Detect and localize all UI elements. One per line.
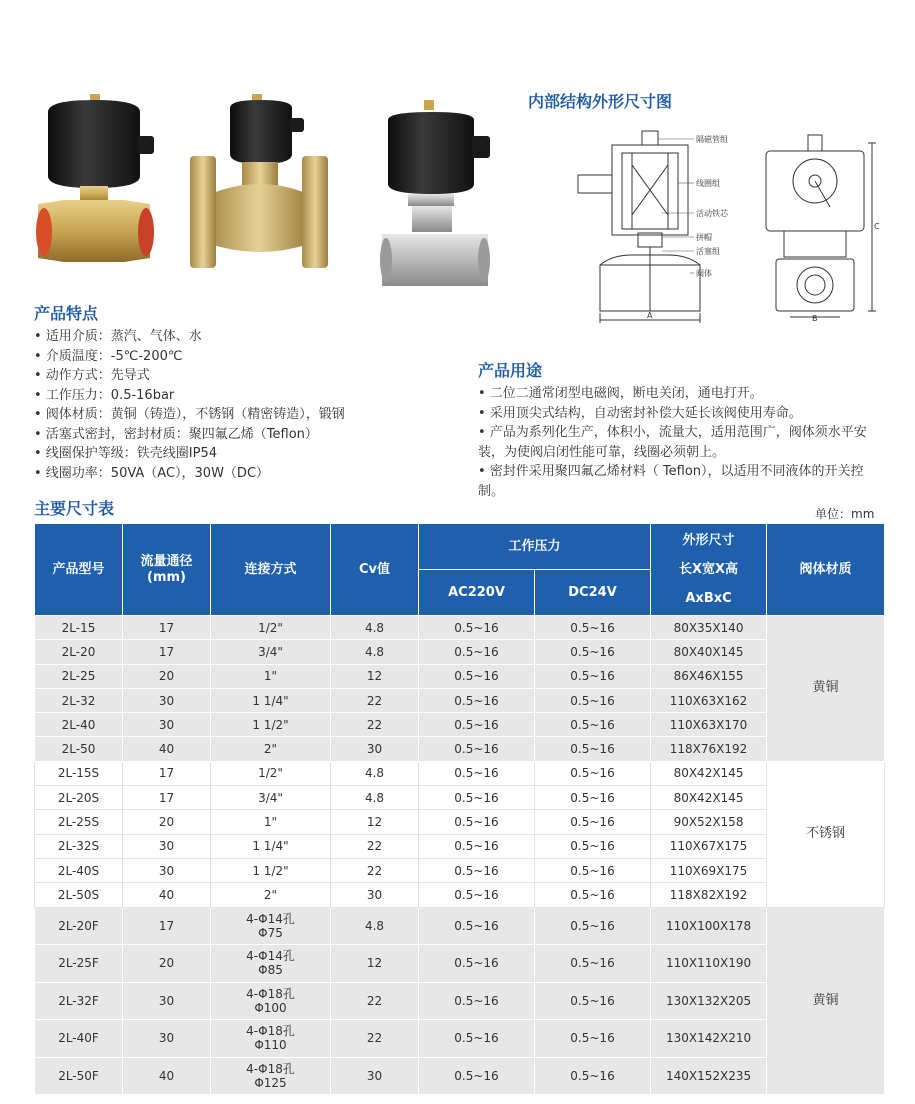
cell-flow: 17 <box>123 907 211 945</box>
cell-dimensions: 90X52X158 <box>651 810 767 834</box>
cell-cv: 12 <box>331 664 419 688</box>
cell-cv: 4.8 <box>331 640 419 664</box>
cell-connection-pcd: Φ85 <box>258 963 283 978</box>
cell-connection: 1 1/2" <box>211 713 331 737</box>
cell-dc: 0.5~16 <box>535 1057 651 1095</box>
brass-valve-photo <box>34 92 162 270</box>
cell-connection <box>211 1020 331 1058</box>
cell-dc: 0.5~16 <box>535 713 651 737</box>
cell-cv: 22 <box>331 1020 419 1058</box>
cell-connection-holes: 4-Φ14孔 <box>246 949 295 964</box>
cell-dimensions: 80X40X145 <box>651 640 767 664</box>
cell-dimensions: 130X142X210 <box>651 1020 767 1058</box>
cell-ac: 0.5~16 <box>419 713 535 737</box>
cell-connection: 1 1/2" <box>211 858 331 882</box>
feature-item: • 工作压力：0.5-16bar <box>34 387 175 403</box>
table-row <box>35 982 885 1020</box>
usage-item: • 密封件采用聚四氟乙烯材料（ Teflon），以适用不同液体的开关控制。 <box>478 464 864 499</box>
cell-ac: 0.5~16 <box>419 761 535 785</box>
usage-item: • 二位二通常闭型电磁阀，断电关闭，通电打开。 <box>478 386 763 401</box>
cell-dc: 0.5~16 <box>535 945 651 983</box>
header-dim-line1: 外形尺寸 <box>682 533 735 548</box>
table-row <box>35 1020 885 1058</box>
header-cv: Cv值 <box>331 524 419 616</box>
cell-connection: 1" <box>211 810 331 834</box>
header-dc: DC24V <box>535 570 651 616</box>
usage-item: • 产品为系列化生产，体积小，流量大，适用范围广，阀体须水平安装，为使阀启闭性能可靠，线圈必须朝上。 <box>478 425 867 460</box>
cell-flow: 20 <box>123 810 211 834</box>
cell-dimensions: 110X110X190 <box>651 945 767 983</box>
cell-connection <box>211 1057 331 1095</box>
header-pressure: 工作压力 <box>419 524 651 570</box>
features-title: 产品特点 <box>34 304 99 323</box>
table-row <box>35 1057 885 1095</box>
cell-connection: 1/2" <box>211 761 331 785</box>
cell-material: 不锈钢 <box>767 761 885 907</box>
cell-dc: 0.5~16 <box>535 858 651 882</box>
table-row <box>35 945 885 983</box>
cell-dc: 0.5~16 <box>535 664 651 688</box>
table-row <box>35 664 885 688</box>
cell-ac: 0.5~16 <box>419 945 535 983</box>
cell-connection: 1 1/4" <box>211 834 331 858</box>
cell-model: 2L-50 <box>35 737 123 761</box>
cell-ac: 0.5~16 <box>419 688 535 712</box>
cell-dimensions: 118X82X192 <box>651 883 767 907</box>
cell-dimensions: 86X46X155 <box>651 664 767 688</box>
cell-flow: 30 <box>123 1020 211 1058</box>
cell-model: 2L-32S <box>35 834 123 858</box>
label-coil: 线圈组 <box>696 179 720 188</box>
cell-connection-holes: 4-Φ18孔 <box>246 986 295 1001</box>
cell-dc: 0.5~16 <box>535 616 651 640</box>
cell-model: 2L-15S <box>35 761 123 785</box>
cell-ac: 0.5~16 <box>419 810 535 834</box>
cell-model: 2L-25S <box>35 810 123 834</box>
cell-dc: 0.5~16 <box>535 786 651 810</box>
cell-dimensions: 118X76X192 <box>651 737 767 761</box>
cell-model: 2L-40F <box>35 1020 123 1058</box>
cell-flow: 17 <box>123 786 211 810</box>
section-view <box>578 131 700 323</box>
spec-table <box>34 523 885 1095</box>
cell-flow: 17 <box>123 616 211 640</box>
cell-model: 2L-25F <box>35 945 123 983</box>
table-row <box>35 810 885 834</box>
cell-dc: 0.5~16 <box>535 834 651 858</box>
cell-cv: 22 <box>331 858 419 882</box>
cell-flow: 40 <box>123 883 211 907</box>
cell-flow: 17 <box>123 640 211 664</box>
table-row <box>35 640 885 664</box>
dim-a-label: A <box>647 311 653 320</box>
table-row <box>35 907 885 945</box>
cell-cv: 22 <box>331 713 419 737</box>
cell-cv: 22 <box>331 982 419 1020</box>
structure-diagram <box>572 125 882 325</box>
cell-model: 2L-32F <box>35 982 123 1020</box>
cell-cv: 12 <box>331 810 419 834</box>
cell-model: 2L-50F <box>35 1057 123 1095</box>
cell-flow: 40 <box>123 737 211 761</box>
cell-dimensions: 110X67X175 <box>651 834 767 858</box>
cell-dc: 0.5~16 <box>535 640 651 664</box>
cell-flow: 30 <box>123 834 211 858</box>
cell-connection: 1 1/4" <box>211 688 331 712</box>
label-piston: 活塞组 <box>696 247 720 256</box>
cell-connection-pcd: Φ75 <box>258 925 283 940</box>
table-row <box>35 883 885 907</box>
feature-item: • 适用介质：蒸汽、气体、水 <box>34 329 202 344</box>
cell-ac: 0.5~16 <box>419 982 535 1020</box>
cell-dc: 0.5~16 <box>535 737 651 761</box>
table-row <box>35 761 885 785</box>
table-row <box>35 858 885 882</box>
header-dimensions <box>651 524 767 616</box>
cell-ac: 0.5~16 <box>419 737 535 761</box>
cell-connection-holes: 4-Φ18孔 <box>246 1024 295 1039</box>
unit-label: 单位：mm <box>815 507 875 521</box>
cell-dimensions: 110X63X170 <box>651 713 767 737</box>
header-dim-line3: AxBxC <box>685 591 732 606</box>
cell-ac: 0.5~16 <box>419 1020 535 1058</box>
cell-model: 2L-25 <box>35 664 123 688</box>
cell-material: 黄铜 <box>767 907 885 1095</box>
header-flow-label: 流量通径 <box>140 553 193 569</box>
feature-item: • 动作方式：先导式 <box>34 368 150 383</box>
table-row <box>35 713 885 737</box>
cell-cv: 22 <box>331 834 419 858</box>
cell-connection-pcd: Φ125 <box>254 1075 287 1090</box>
cell-connection-pcd: Φ100 <box>254 1000 287 1015</box>
cell-dc: 0.5~16 <box>535 761 651 785</box>
cell-dimensions: 140X152X235 <box>651 1057 767 1095</box>
cell-model: 2L-15 <box>35 616 123 640</box>
cell-connection-pcd: Φ110 <box>254 1038 287 1053</box>
cell-connection <box>211 945 331 983</box>
cell-model: 2L-20S <box>35 786 123 810</box>
feature-item: • 活塞式密封，密封材质：聚四氟乙烯（Teflon） <box>34 426 318 442</box>
header-flow <box>123 524 211 616</box>
stainless-valve-photo <box>378 100 496 286</box>
cell-flow: 30 <box>123 713 211 737</box>
cell-ac: 0.5~16 <box>419 616 535 640</box>
header-model: 产品型号 <box>35 524 123 616</box>
cell-cv: 4.8 <box>331 907 419 945</box>
flanged-brass-valve-photo <box>190 94 328 270</box>
cell-flow: 20 <box>123 945 211 983</box>
cell-dimensions: 80X35X140 <box>651 616 767 640</box>
cell-dimensions: 110X63X162 <box>651 688 767 712</box>
table-row <box>35 834 885 858</box>
cell-dimensions: 130X132X205 <box>651 982 767 1020</box>
cell-dimensions: 80X42X145 <box>651 761 767 785</box>
cell-ac: 0.5~16 <box>419 786 535 810</box>
cell-dc: 0.5~16 <box>535 907 651 945</box>
header-material: 阀体材质 <box>767 524 885 616</box>
cell-connection <box>211 907 331 945</box>
features-list <box>34 327 345 483</box>
header-dim-line2: 长X宽X高 <box>678 562 739 577</box>
cell-flow: 17 <box>123 761 211 785</box>
cell-ac: 0.5~16 <box>419 883 535 907</box>
cell-model: 2L-40S <box>35 858 123 882</box>
cell-dc: 0.5~16 <box>535 982 651 1020</box>
cell-flow: 30 <box>123 688 211 712</box>
cell-cv: 30 <box>331 1057 419 1095</box>
dim-b-label: B <box>812 314 818 323</box>
cell-cv: 22 <box>331 688 419 712</box>
feature-item: • 阀体材质：黄铜（铸造），不锈钢（精密铸造），锻钢 <box>34 407 345 422</box>
feature-item: • 介质温度：-5℃-200℃ <box>34 348 183 364</box>
cell-model: 2L-32 <box>35 688 123 712</box>
cell-model: 2L-20 <box>35 640 123 664</box>
cell-cv: 4.8 <box>331 786 419 810</box>
cell-connection: 1/2" <box>211 616 331 640</box>
usage-item: • 采用顶尖式结构，自动密封补偿大延长该阀使用寿命。 <box>478 405 802 421</box>
cell-connection: 2" <box>211 883 331 907</box>
label-body: 阀体 <box>696 269 712 278</box>
usage-title: 产品用途 <box>478 361 543 380</box>
header-connection: 连接方式 <box>211 524 331 616</box>
table-row <box>35 616 885 640</box>
cell-cv: 4.8 <box>331 761 419 785</box>
cell-connection: 1" <box>211 664 331 688</box>
cell-cv: 4.8 <box>331 616 419 640</box>
feature-item: • 线圈功率：50VA（AC），30W（DC） <box>34 465 270 481</box>
cell-connection: 3/4" <box>211 640 331 664</box>
feature-item: • 线圈保护等级：铁壳线圈IP54 <box>34 446 218 461</box>
cell-cv: 30 <box>331 883 419 907</box>
cell-dc: 0.5~16 <box>535 810 651 834</box>
cell-flow: 30 <box>123 858 211 882</box>
cell-connection-holes: 4-Φ18孔 <box>246 1061 295 1076</box>
label-plunger: 活动铁芯 <box>696 209 728 218</box>
header-flow-unit: (mm) <box>147 569 186 585</box>
cell-dimensions: 80X42X145 <box>651 786 767 810</box>
table-row <box>35 688 885 712</box>
cell-model: 2L-40 <box>35 713 123 737</box>
label-isolation-tube: 隔磁管组 <box>696 135 728 144</box>
cell-flow: 20 <box>123 664 211 688</box>
cell-ac: 0.5~16 <box>419 640 535 664</box>
usage-list <box>478 384 888 501</box>
cell-cv: 12 <box>331 945 419 983</box>
table-row <box>35 786 885 810</box>
cell-ac: 0.5~16 <box>419 907 535 945</box>
cell-dc: 0.5~16 <box>535 1020 651 1058</box>
table-title: 主要尺寸表 <box>34 499 115 518</box>
cell-material: 黄铜 <box>767 616 885 762</box>
diagram-title: 内部结构外形尺寸图 <box>528 92 673 111</box>
cell-model: 2L-50S <box>35 883 123 907</box>
dim-c-label: C <box>874 222 880 231</box>
cell-connection: 2" <box>211 737 331 761</box>
cell-dc: 0.5~16 <box>535 688 651 712</box>
cell-cv: 30 <box>331 737 419 761</box>
cell-dc: 0.5~16 <box>535 883 651 907</box>
cell-connection: 3/4" <box>211 786 331 810</box>
cell-connection <box>211 982 331 1020</box>
cell-dimensions: 110X100X178 <box>651 907 767 945</box>
table-row <box>35 737 885 761</box>
label-nut: 拼帽 <box>696 233 712 242</box>
cell-dimensions: 110X69X175 <box>651 858 767 882</box>
cell-ac: 0.5~16 <box>419 664 535 688</box>
cell-ac: 0.5~16 <box>419 1057 535 1095</box>
cell-model: 2L-20F <box>35 907 123 945</box>
cell-ac: 0.5~16 <box>419 834 535 858</box>
cell-ac: 0.5~16 <box>419 858 535 882</box>
front-view <box>766 135 876 317</box>
cell-flow: 40 <box>123 1057 211 1095</box>
header-ac: AC220V <box>419 570 535 616</box>
cell-connection-holes: 4-Φ14孔 <box>246 911 295 926</box>
cell-flow: 30 <box>123 982 211 1020</box>
